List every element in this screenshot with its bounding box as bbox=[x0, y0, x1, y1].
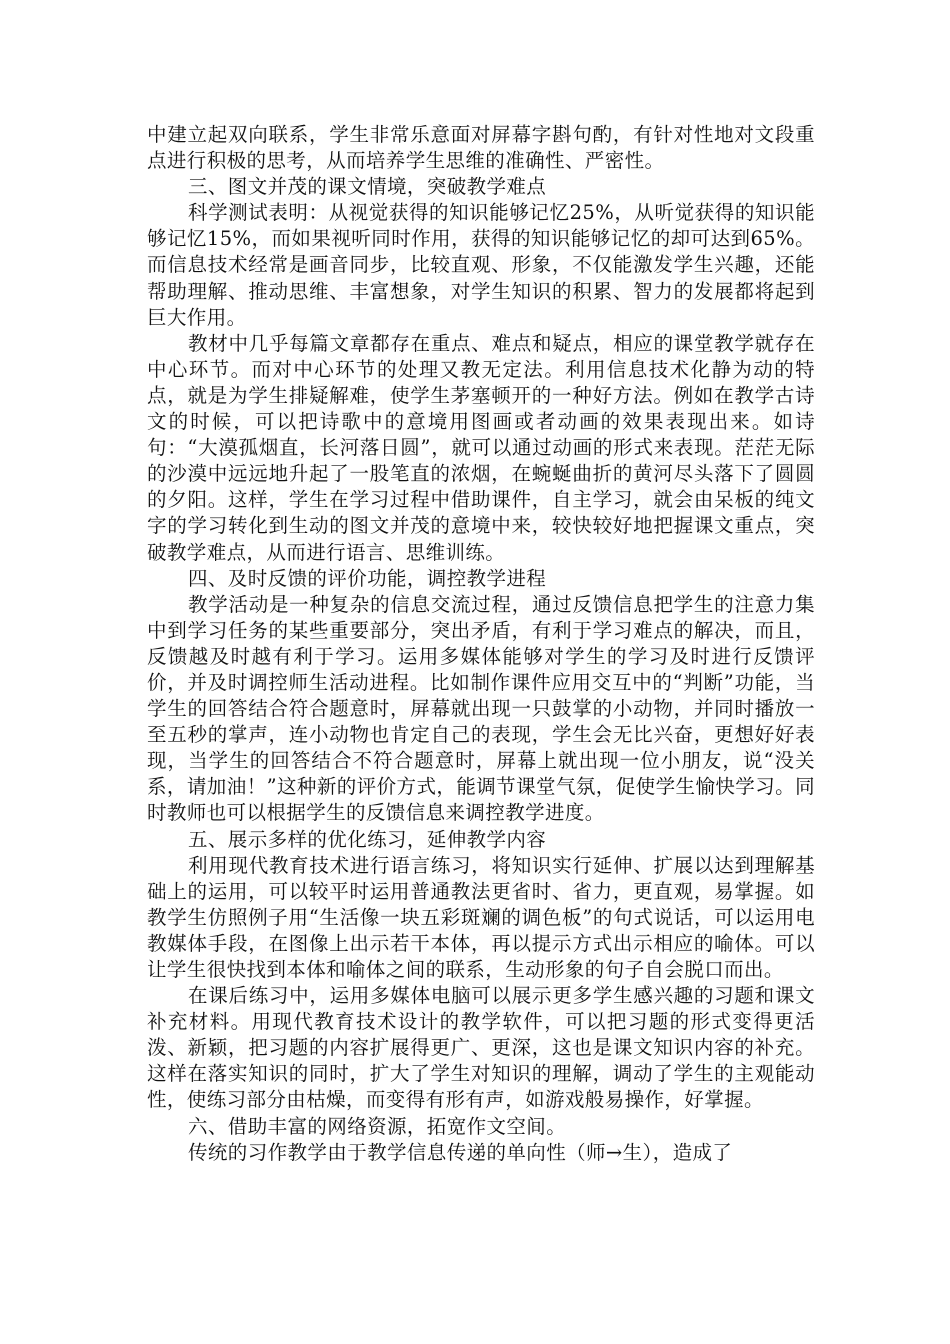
paragraph: 传统的习作教学由于教学信息传递的单向性（师→生），造成了 bbox=[188, 1140, 733, 1164]
paragraph: 科学测试表明：从视觉获得的知识能够记忆25%，从听觉获得的知识能够记忆15%，而如果视听同时作用，获得的知识能够记忆的却可达到65%。而信息技术经常是画音同步，比较直观、形象，不仅能激发学生兴趣，还能帮助理解、推动思维、丰富想象，对学生知识的积累、智力的发展都将起到巨大作用。 bbox=[147, 201, 815, 329]
paragraph: 利用现代教育技术进行语言练习，将知识实行延伸、扩展以达到理解基础上的运用，可以较平时运用普通教法更省时、省力，更直观，易掌握。如教学生仿照例子用“生活像一块五彩斑斓的调色板”的句式说话，可以运用电教媒体手段，在图像上出示若干本体，再以提示方式出示相应的喻体。可以让学生很快找到本体和喻体之间的联系，生动形象的句子自会脱口而出。 bbox=[147, 853, 815, 981]
paragraph: 中建立起双向联系，学生非常乐意面对屏幕字斟句酌，有针对性地对文段重点进行积极的思考，从而培养学生思维的准确性、严密性。 bbox=[147, 123, 815, 173]
paragraph: 在课后练习中，运用多媒体电脑可以展示更多学生感兴趣的习题和课文补充材料。用现代教育技术设计的教学软件，可以把习题的形式变得更活泼、新颖，把习题的内容扩展得更广、更深，这也是课文知识内容的补充。这样在落实知识的同时，扩大了学生对知识的理解，调动了学生的主观能动性，使练习部分由枯燥，而变得有形有声，如游戏般易操作，好掌握。 bbox=[147, 984, 815, 1112]
section-heading: 三、图文并茂的课文情境，突破教学难点 bbox=[188, 175, 547, 199]
section-heading: 六、借助丰富的网络资源，拓宽作文空间。 bbox=[188, 1114, 567, 1138]
section-heading: 五、展示多样的优化练习，延伸教学内容 bbox=[188, 827, 547, 851]
document-body bbox=[147, 122, 815, 1166]
paragraph: 教材中几乎每篇文章都存在重点、难点和疑点，相应的课堂教学就存在中心环节。而对中心环节的处理又教无定法。利用信息技术化静为动的特点，就是为学生排疑解难，使学生茅塞顿开的一种好方法。例如在教学古诗文的时候，可以把诗歌中的意境用图画或者动画的效果表现出来。如诗句：“大漠孤烟直，长河落日圆”，就可以通过动画的形式来表现。茫茫无际的沙漠中远远地升起了一股笔直的浓烟，在蜿蜒曲折的黄河尽头落下了圆圆的夕阳。这样，学生在学习过程中借助课件，自主学习，就会由呆板的纯文字的学习转化到生动的图文并茂的意境中来，较快较好地把握课文重点，突破教学难点，从而进行语言、思维训练。 bbox=[147, 331, 815, 564]
section-heading: 四、及时反馈的评价功能，调控教学进程 bbox=[188, 566, 547, 590]
paragraph: 教学活动是一种复杂的信息交流过程，通过反馈信息把学生的注意力集中到学习任务的某些重要部分，突出矛盾，有利于学习难点的解决，而且，反馈越及时越有利于学习。运用多媒体能够对学生的学习及时进行反馈评价，并及时调控师生活动进程。比如制作课件应用交互中的“判断”功能，当学生的回答结合符合题意时，屏幕就出现一只鼓掌的小动物，并同时播放一至五秒的掌声，连小动物也肯定自己的表现，学生会无比兴奋，更想好好表现，当学生的回答结合不符合题意时，屏幕上就出现一位小朋友，说“没关系，请加油！”这种新的评价方式，能调节课堂气氛，促使学生愉快学习。同时教师也可以根据学生的反馈信息来调控教学进度。 bbox=[147, 592, 815, 825]
